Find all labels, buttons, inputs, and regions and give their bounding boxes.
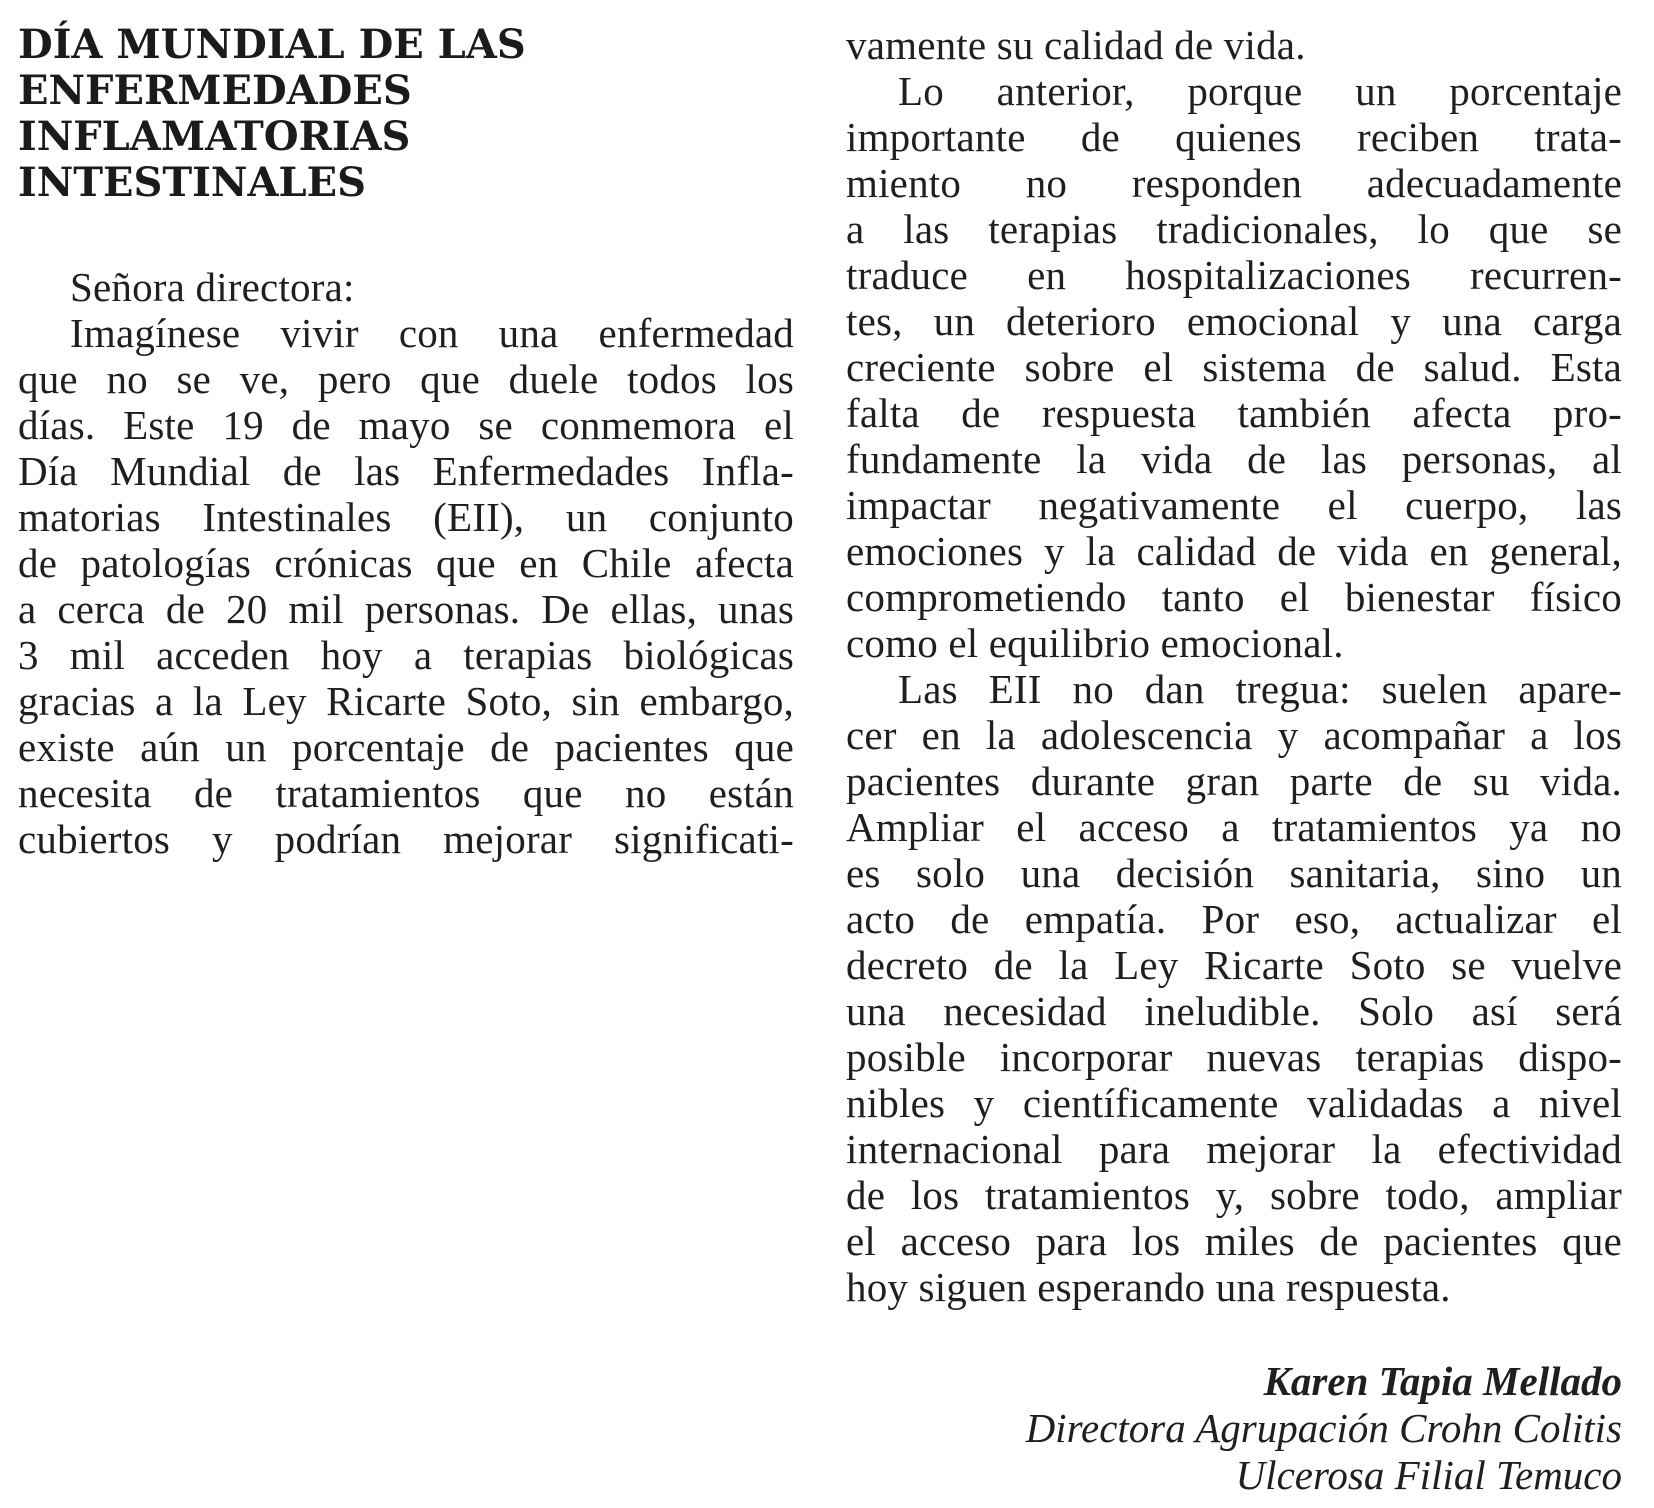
body-line: a las terapias tradicionales, lo que se — [846, 206, 1622, 252]
body-line: miento no responden adecuadamente — [846, 160, 1622, 206]
body-line: tes, un deterioro emocional y una carga — [846, 298, 1622, 344]
left-column — [18, 22, 794, 862]
body-line: falta de respuesta también afecta pro- — [846, 390, 1622, 436]
body-line: emociones y la calidad de vida en general, — [846, 528, 1622, 574]
body-line: Lo anterior, porque un porcentaje — [898, 68, 1622, 114]
signature-role-line: Ulcerosa Filial Temuco — [1235, 1452, 1622, 1498]
body-line: es solo una decisión sanitaria, sino un — [846, 850, 1622, 896]
body-line: pacientes durante gran parte de su vida. — [846, 758, 1622, 804]
body-line: Las EII no dan tregua: suelen apare- — [898, 666, 1622, 712]
body-line: importante de quienes reciben trata- — [846, 114, 1622, 160]
body-line: Día Mundial de las Enfermedades Infla- — [18, 448, 794, 494]
headline-line: DÍA MUNDIAL DE LAS — [18, 21, 526, 68]
left-body — [18, 264, 794, 862]
body-line: cer en la adolescencia y acompañar a los — [846, 712, 1622, 758]
body-line: traduce en hospitalizaciones recurren- — [846, 252, 1622, 298]
headline-line: ENFERMEDADES INFLAMATORIAS — [18, 67, 412, 160]
body-line: cubiertos y podrían mejorar significati- — [18, 816, 794, 862]
body-line: hoy siguen esperando una respuesta. — [846, 1264, 1451, 1310]
body-line: fundamente la vida de las personas, al — [846, 436, 1622, 482]
body-line: días. Este 19 de mayo se conmemora el — [18, 402, 794, 448]
body-line: de los tratamientos y, sobre todo, ampliar — [846, 1172, 1622, 1218]
body-line: como el equilibrio emocional. — [846, 620, 1344, 666]
body-line: necesita de tratamientos que no están — [18, 770, 794, 816]
body-line: que no se ve, pero que duele todos los — [18, 356, 794, 402]
body-line: el acceso para los miles de pacientes que — [846, 1218, 1622, 1264]
body-line: gracias a la Ley Ricarte Soto, sin embargo, — [18, 678, 794, 724]
body-line: posible incorporar nuevas terapias dispo- — [846, 1034, 1622, 1080]
body-line: nibles y científicamente validadas a nivel — [846, 1080, 1622, 1126]
right-column — [846, 22, 1622, 1310]
signature-block — [1026, 1358, 1622, 1499]
signature-role-line: Directora Agrupación Crohn Colitis — [1025, 1405, 1622, 1451]
body-line: comprometiendo tanto el bienestar físico — [846, 574, 1622, 620]
body-line: Imagínese vivir con una enfermedad — [70, 310, 794, 356]
body-line: 3 mil acceden hoy a terapias biológicas — [18, 632, 794, 678]
signature-name: Karen Tapia Mellado — [1263, 1358, 1622, 1404]
body-line: acto de empatía. Por eso, actualizar el — [846, 896, 1622, 942]
body-line: matorias Intestinales (EII), un conjunto — [18, 494, 794, 540]
body-line: decreto de la Ley Ricarte Soto se vuelve — [846, 942, 1622, 988]
body-line: vamente su calidad de vida. — [846, 22, 1306, 68]
salutation: Señora directora: — [70, 264, 355, 310]
headline-line: INTESTINALES — [18, 159, 366, 206]
body-line: impactar negativamente el cuerpo, las — [846, 482, 1622, 528]
body-line: internacional para mejorar la efectividad — [846, 1126, 1622, 1172]
body-line: creciente sobre el sistema de salud. Esta — [846, 344, 1622, 390]
body-line: una necesidad ineludible. Solo así será — [846, 988, 1622, 1034]
headline — [18, 22, 794, 206]
body-line: de patologías crónicas que en Chile afecta — [18, 540, 794, 586]
body-line: existe aún un porcentaje de pacientes que — [18, 724, 794, 770]
body-line: Ampliar el acceso a tratamientos ya no — [846, 804, 1622, 850]
body-line: a cerca de 20 mil personas. De ellas, unas — [18, 586, 794, 632]
